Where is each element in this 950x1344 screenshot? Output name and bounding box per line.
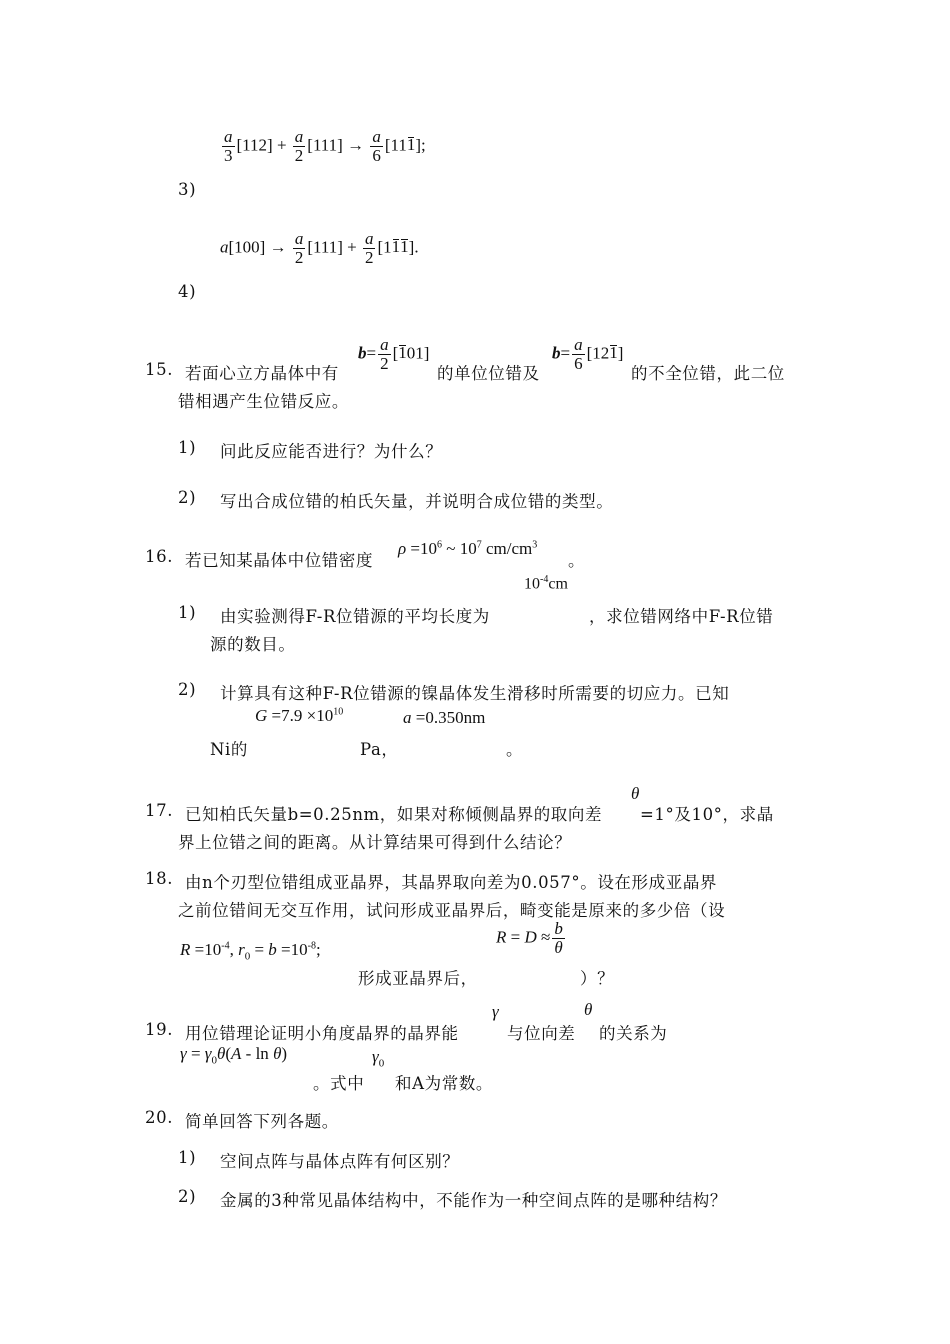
q19-text-c: 的关系为 [599, 1024, 668, 1043]
q15-text-b: 的单位位错及 [437, 364, 540, 383]
q17-text-b: =1°及10°，求晶 [640, 805, 774, 824]
q18-text-c: 形成亚晶界后， [358, 969, 478, 988]
q19-gamma: γ [492, 1002, 499, 1021]
q15-sub1-number: 1) [178, 438, 197, 457]
q15-line2: 错相遇产生位错反应。 [178, 392, 349, 411]
q16-pa-label: Pa， [360, 740, 399, 759]
q15-burgers-2: b= $\frac{a}{6}$ [121] [552, 335, 624, 373]
q16-sub2-number: 2) [178, 680, 197, 699]
q19-text-d: 。式中 [313, 1074, 365, 1093]
q19-theta: θ [584, 1000, 593, 1019]
q16-number: 16. [145, 547, 174, 566]
q19-gamma0: $\gamma_0$ [372, 1047, 385, 1070]
q18-number: 18. [145, 869, 174, 888]
q16-sub1-number: 1) [178, 603, 197, 622]
q15-burgers-1: b= $\frac{a}{2}$ [101] [358, 335, 430, 373]
q17-theta: θ [631, 784, 640, 803]
item-4-label: 4) [178, 282, 197, 301]
q20-number: 20. [145, 1108, 174, 1127]
q17-line2: 界上位错之间的距离。从计算结果可得到什么结论？ [178, 833, 572, 852]
q19-text-a: 用位错理论证明小角度晶界的晶界能 [185, 1024, 459, 1043]
q16-sub1-line2: 源的数目。 [210, 635, 296, 654]
q17-text-a: 已知柏氏矢量b=0.25nm，如果对称倾侧晶界的取向差 [185, 805, 603, 824]
q16-shear-modulus: $G =7.9 \times 10^{10}$ [255, 706, 344, 725]
q19-number: 19. [145, 1020, 174, 1039]
q20-text: 简单回答下列各题。 [185, 1112, 339, 1131]
q16-length-value: 10 [524, 575, 540, 593]
q16-end2: 。 [506, 740, 524, 759]
q20-sub1-text: 空间点阵与晶体点阵有何区别？ [220, 1152, 460, 1171]
q16-length [524, 574, 568, 593]
q19-text-e: 和A为常数。 [395, 1074, 494, 1093]
equation-4: a[100] → $\frac{a}{2}$ [111] + $\frac{a}{2}$ [111]. [220, 229, 419, 267]
q18-spacing-formula: R = D ≈ $\frac{b}{\theta}$ [496, 919, 563, 957]
q16-sub1-text-b: ，求位错网络中F-R位错 [589, 607, 774, 626]
q18-text-d: ）？ [580, 969, 615, 988]
q15-text-c: 的不全位错，此二位 [631, 364, 785, 383]
equation-3: $\frac{a}{3}$ [112] + $\frac{a}{2}$ [111] → $\frac{a}{6}$ [111]; [224, 127, 426, 165]
q20-sub2-number: 2) [178, 1187, 197, 1206]
q20-sub2-text: 金属的3种常见晶体结构中，不能作为一种空间点阵的是哪种结构？ [220, 1191, 727, 1210]
q16-sub1-text-a: 由实验测得F-R位错源的平均长度为 [220, 607, 490, 626]
q16-density-formula: $\rho =10^6$ ~ $10^7$ $cm/cm^3$ [398, 539, 538, 558]
q16-end: 。 [568, 551, 586, 570]
q19-formula: $\gamma = \gamma_0\theta(A - \ln \theta)$ [180, 1044, 288, 1067]
q19-text-b: 与位向差 [507, 1024, 576, 1043]
q15-number: 15. [145, 360, 174, 379]
q15-sub1-text: 问此反应能否进行？为什么？ [220, 442, 443, 461]
q18-line1: 由n个刃型位错组成亚晶界，其晶界取向差为0.057°。设在形成亚晶界 [185, 873, 718, 892]
q15-sub2-number: 2) [178, 488, 197, 507]
q16-ni-label: Ni的 [210, 740, 249, 759]
q16-length-exp: -4 [540, 574, 549, 585]
q18-line2: 之前位错间无交互作用，试问形成亚晶界后，畸变能是原来的多少倍（设 [178, 901, 726, 920]
q16-lattice-param: a =0.350nm [403, 708, 486, 727]
q16-text: 若已知某晶体中位错密度 [185, 551, 374, 570]
item-3-label: 3) [178, 180, 197, 199]
q16-length-unit: cm [548, 575, 568, 593]
q15-sub2-text: 写出合成位错的柏氏矢量，并说明合成位错的类型。 [220, 492, 614, 511]
q15-text-a: 若面心立方晶体中有 [185, 364, 339, 383]
q18-params-formula: $R =10^{-4}$, $r_0 = b =10^{-8}$; [180, 940, 321, 963]
q17-number: 17. [145, 801, 174, 820]
q20-sub1-number: 1) [178, 1148, 197, 1167]
q16-sub2-text: 计算具有这种F-R位错源的镍晶体发生滑移时所需要的切应力。已知 [220, 684, 730, 703]
